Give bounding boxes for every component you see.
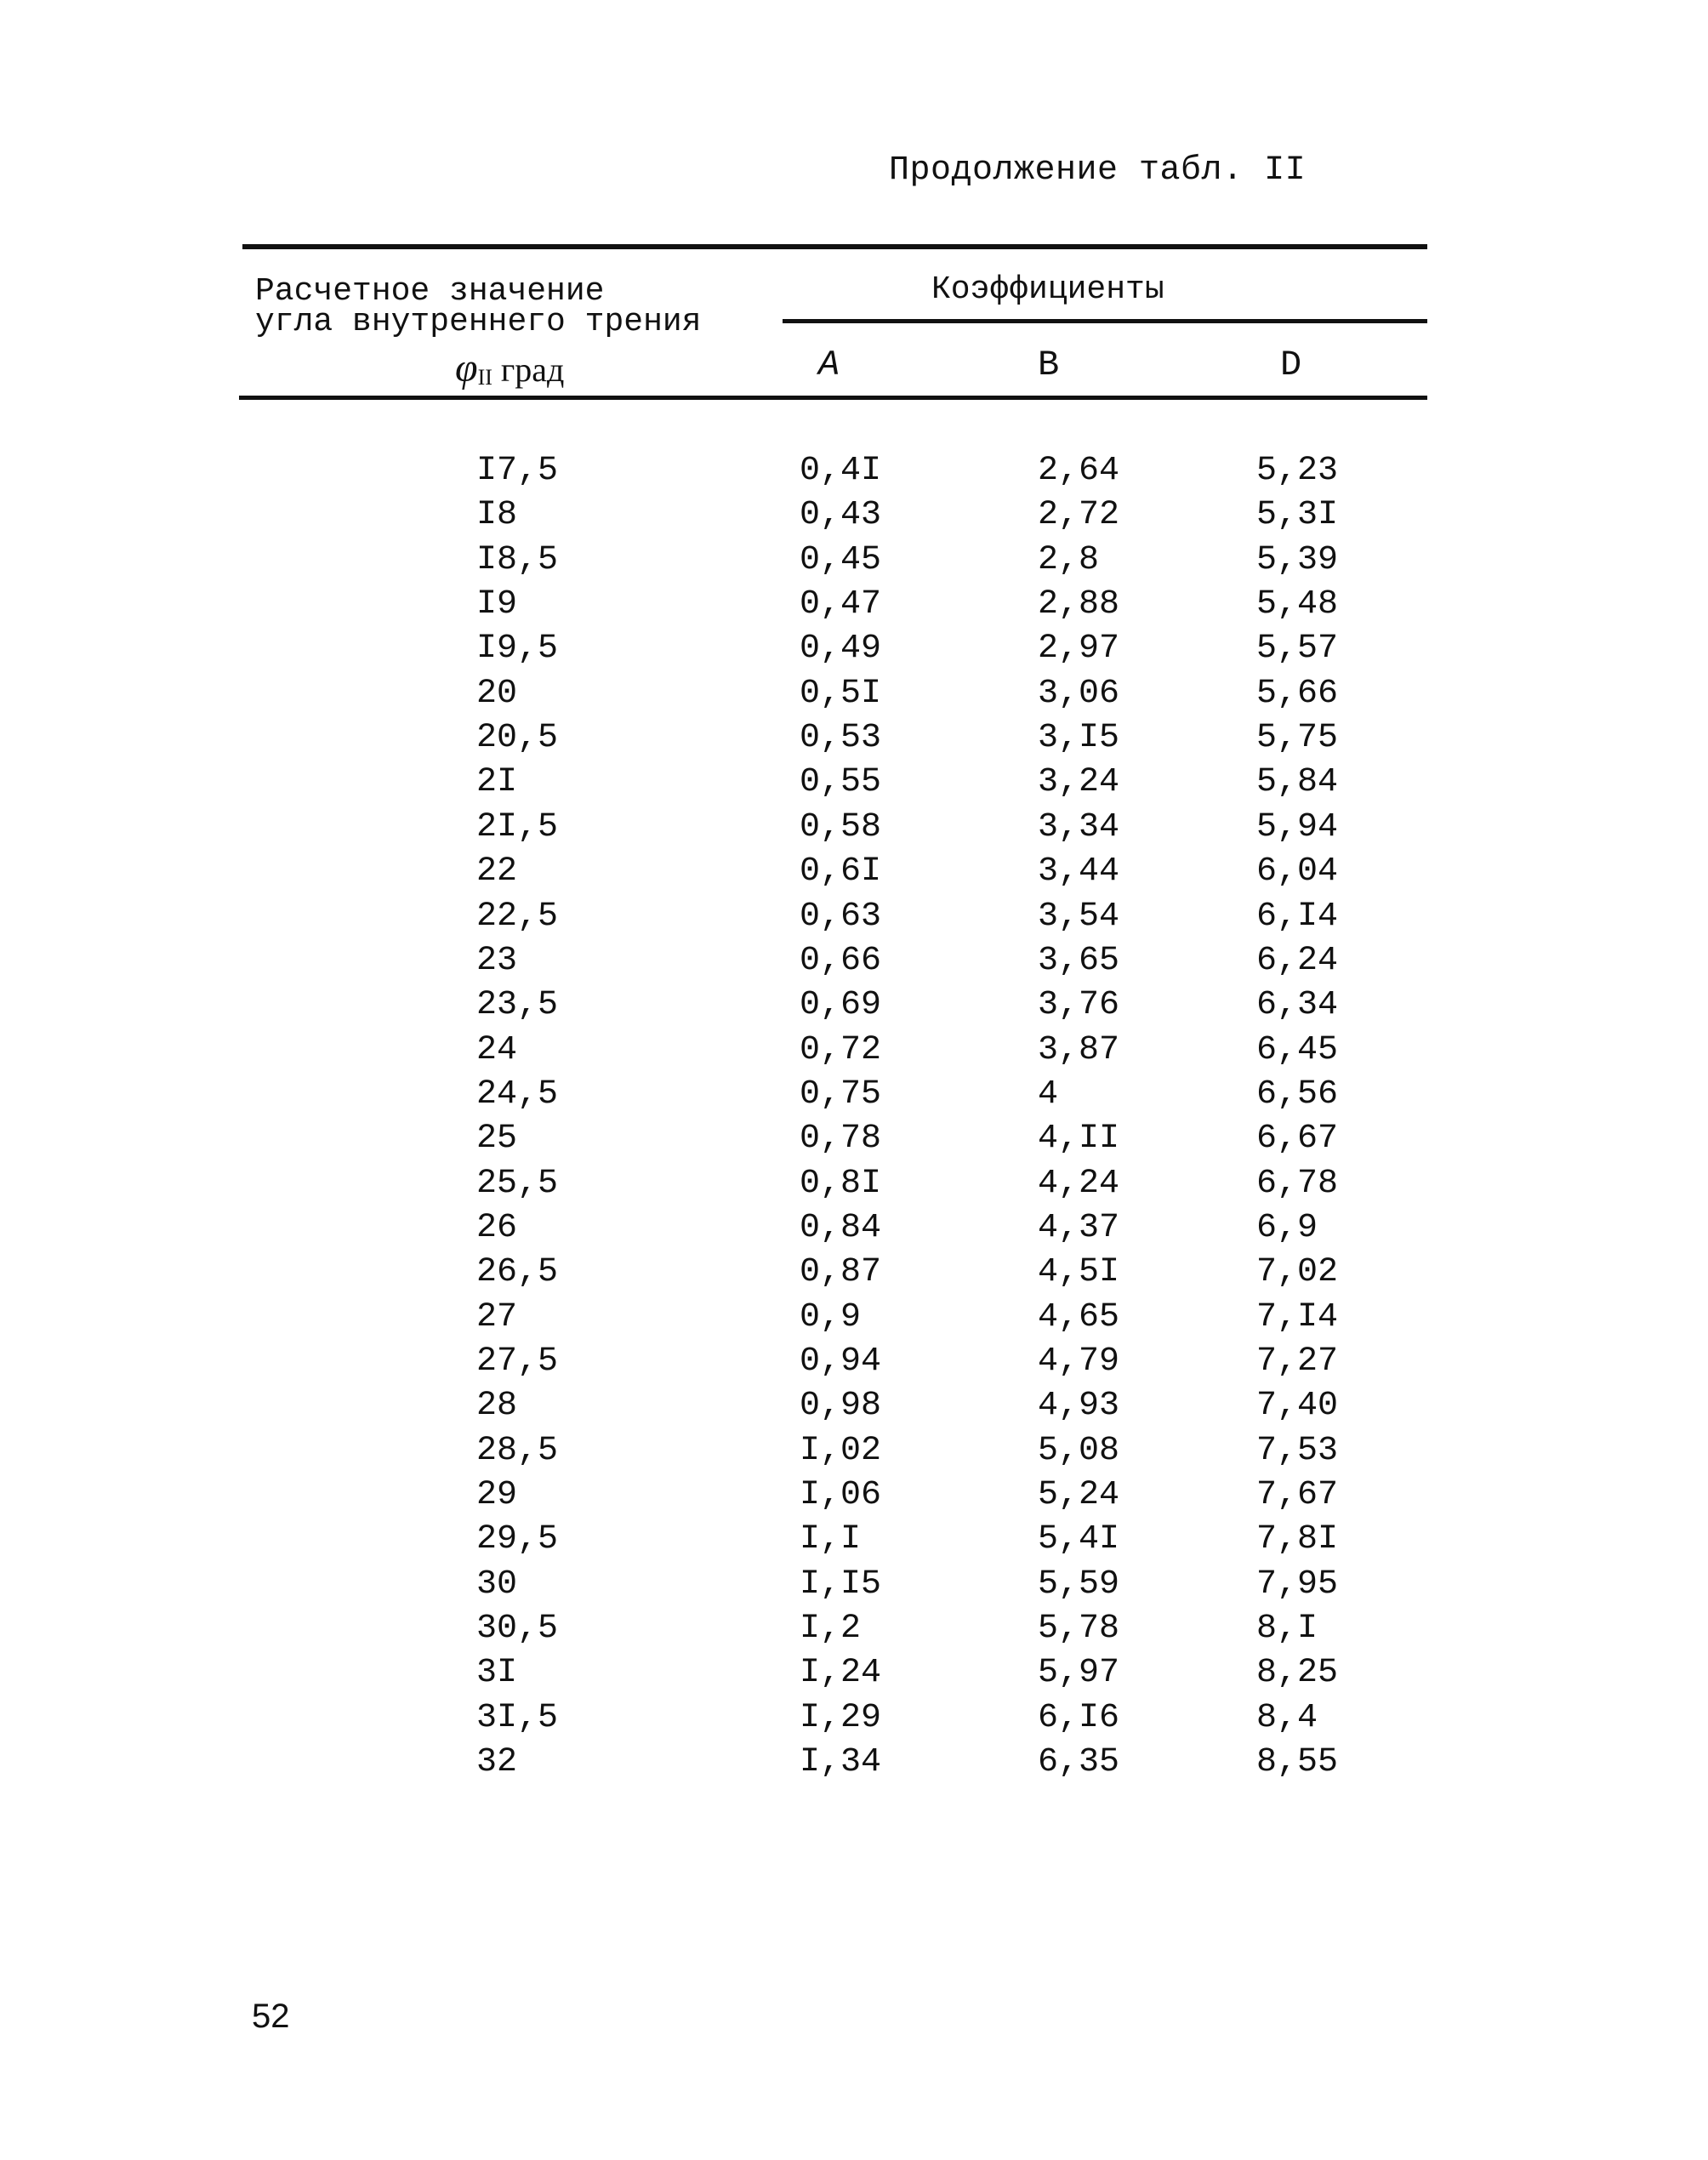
coef-a-cell: 0,75 [800, 1075, 882, 1114]
angle-cell: I9 [476, 585, 518, 624]
angle-cell: 3I [476, 1654, 518, 1692]
angle-cell: I8 [476, 496, 518, 534]
angle-cell: 23,5 [476, 986, 559, 1024]
coef-b-cell: 2,88 [1038, 585, 1120, 624]
angle-cell: I8,5 [476, 541, 559, 579]
coef-d-cell: 6,56 [1256, 1075, 1339, 1114]
table-continuation-title: Продолжение табл. II [889, 151, 1307, 190]
coef-b-cell: 6,35 [1038, 1743, 1120, 1781]
angle-cell: 27,5 [476, 1342, 559, 1381]
coef-a-cell: 0,53 [800, 719, 882, 757]
coef-b-cell: 2,8 [1038, 541, 1100, 579]
coef-b-cell: 3,34 [1038, 808, 1120, 846]
coef-d-cell: 5,84 [1256, 763, 1339, 801]
angle-cell: 20 [476, 675, 518, 713]
coef-d-cell: 8,I [1256, 1610, 1318, 1648]
coef-b-cell: 4,65 [1038, 1298, 1120, 1336]
coef-a-cell: 0,43 [800, 496, 882, 534]
coef-a-cell: 0,5I [800, 675, 882, 713]
coef-a-cell: I,I [800, 1520, 862, 1559]
table-top-rule [242, 244, 1427, 249]
coef-b-cell: 3,65 [1038, 942, 1120, 980]
coef-d-cell: 8,25 [1256, 1654, 1339, 1692]
coef-d-cell: 5,94 [1256, 808, 1339, 846]
coef-b-cell: 3,06 [1038, 675, 1120, 713]
coef-b-cell: 4,79 [1038, 1342, 1120, 1381]
coef-d-cell: 6,9 [1256, 1209, 1318, 1247]
header-bottom-rule [239, 396, 1427, 400]
angle-cell: 2I [476, 763, 518, 801]
coef-b-cell: 2,97 [1038, 630, 1120, 668]
coef-d-cell: 6,04 [1256, 852, 1339, 891]
angle-cell: 2I,5 [476, 808, 559, 846]
coef-b-cell: 6,I6 [1038, 1699, 1120, 1737]
coef-d-cell: 6,78 [1256, 1165, 1339, 1203]
param-header-line-2: угла внутреннего трения [255, 304, 702, 340]
coef-d-cell: 6,34 [1256, 986, 1339, 1024]
coef-b-cell: 3,I5 [1038, 719, 1120, 757]
param-header-line-1: Расчетное значение [255, 273, 605, 310]
angle-cell: 26 [476, 1209, 518, 1247]
coef-a-cell: 0,9 [800, 1298, 862, 1336]
coef-b-cell: 2,72 [1038, 496, 1120, 534]
coef-a-cell: I,24 [800, 1654, 882, 1692]
param-header-symbol-line [455, 345, 564, 391]
angle-cell: 25 [476, 1120, 518, 1158]
coef-a-cell: 0,58 [800, 808, 882, 846]
coef-a-cell: I,29 [800, 1699, 882, 1737]
coef-d-cell: 7,27 [1256, 1342, 1339, 1381]
coef-a-cell: 0,94 [800, 1342, 882, 1381]
coef-a-cell: 0,63 [800, 898, 882, 936]
coef-a-cell: I,06 [800, 1476, 882, 1514]
coef-a-cell: I,2 [800, 1610, 862, 1648]
coef-b-cell: 2,64 [1038, 452, 1120, 490]
coef-d-cell: 6,67 [1256, 1120, 1339, 1158]
coef-b-cell: 4,II [1038, 1120, 1120, 1158]
coef-a-cell: 0,45 [800, 541, 882, 579]
coef-b-cell: 5,4I [1038, 1520, 1120, 1559]
coef-a-cell: I,I5 [800, 1565, 882, 1604]
angle-cell: 28,5 [476, 1432, 559, 1470]
angle-cell: I7,5 [476, 452, 559, 490]
coef-d-cell: 6,24 [1256, 942, 1339, 980]
coef-b-cell: 4 [1038, 1075, 1059, 1114]
coef-a-cell: 0,49 [800, 630, 882, 668]
angle-cell: 22,5 [476, 898, 559, 936]
coef-b-cell: 5,59 [1038, 1565, 1120, 1604]
coef-a-cell: 0,55 [800, 763, 882, 801]
angle-cell: 22 [476, 852, 518, 891]
coef-a-cell: 0,8I [800, 1165, 882, 1203]
angle-cell: 24 [476, 1031, 518, 1069]
coef-d-cell: 8,55 [1256, 1743, 1339, 1781]
angle-cell: 20,5 [476, 719, 559, 757]
coef-b-cell: 3,76 [1038, 986, 1120, 1024]
coef-b-cell: 5,97 [1038, 1654, 1120, 1692]
coef-d-cell: 6,45 [1256, 1031, 1339, 1069]
coef-a-cell: I,34 [800, 1743, 882, 1781]
coef-d-cell: 5,57 [1256, 630, 1339, 668]
angle-cell: 25,5 [476, 1165, 559, 1203]
phi-symbol: φ [455, 345, 478, 390]
coef-d-cell: 5,48 [1256, 585, 1339, 624]
coef-b-cell: 4,5I [1038, 1253, 1120, 1291]
coef-d-cell: 5,39 [1256, 541, 1339, 579]
coef-d-cell: 7,8I [1256, 1520, 1339, 1559]
coef-b-cell: 5,08 [1038, 1432, 1120, 1470]
coef-a-cell: 0,47 [800, 585, 882, 624]
coef-d-cell: 5,66 [1256, 675, 1339, 713]
coef-d-cell: 8,4 [1256, 1699, 1318, 1737]
column-header-b: B [1038, 345, 1060, 385]
coef-b-cell: 3,24 [1038, 763, 1120, 801]
coef-d-cell: 7,02 [1256, 1253, 1339, 1291]
coef-d-cell: 5,3I [1256, 496, 1339, 534]
coefficients-sub-rule [783, 319, 1427, 323]
coef-b-cell: 3,87 [1038, 1031, 1120, 1069]
angle-cell: 30 [476, 1565, 518, 1604]
angle-cell: 3I,5 [476, 1699, 559, 1737]
angle-cell: 27 [476, 1298, 518, 1336]
phi-subscript: II [477, 365, 492, 390]
coef-b-cell: 4,24 [1038, 1165, 1120, 1203]
coef-a-cell: 0,6I [800, 852, 882, 891]
angle-cell: 26,5 [476, 1253, 559, 1291]
coef-a-cell: 0,4I [800, 452, 882, 490]
coef-d-cell: 7,I4 [1256, 1298, 1339, 1336]
coef-a-cell: 0,78 [800, 1120, 882, 1158]
column-header-d: D [1280, 345, 1302, 385]
coef-b-cell: 5,24 [1038, 1476, 1120, 1514]
coef-b-cell: 3,54 [1038, 898, 1120, 936]
coef-d-cell: 7,40 [1256, 1387, 1339, 1425]
coef-b-cell: 4,37 [1038, 1209, 1120, 1247]
coef-d-cell: 7,95 [1256, 1565, 1339, 1604]
coef-d-cell: 6,I4 [1256, 898, 1339, 936]
angle-cell: I9,5 [476, 630, 559, 668]
coef-d-cell: 5,23 [1256, 452, 1339, 490]
coef-a-cell: 0,87 [800, 1253, 882, 1291]
angle-cell: 29 [476, 1476, 518, 1514]
param-unit: град [500, 351, 565, 389]
coefficients-group-header: Коэффициенты [931, 271, 1164, 308]
angle-cell: 24,5 [476, 1075, 559, 1114]
coef-a-cell: I,02 [800, 1432, 882, 1470]
angle-cell: 30,5 [476, 1610, 559, 1648]
coef-b-cell: 4,93 [1038, 1387, 1120, 1425]
coef-a-cell: 0,98 [800, 1387, 882, 1425]
coef-a-cell: 0,66 [800, 942, 882, 980]
coef-b-cell: 3,44 [1038, 852, 1120, 891]
angle-cell: 28 [476, 1387, 518, 1425]
coef-d-cell: 7,67 [1256, 1476, 1339, 1514]
angle-cell: 32 [476, 1743, 518, 1781]
coef-a-cell: 0,84 [800, 1209, 882, 1247]
coef-d-cell: 5,75 [1256, 719, 1339, 757]
coef-b-cell: 5,78 [1038, 1610, 1120, 1648]
coef-a-cell: 0,69 [800, 986, 882, 1024]
coef-a-cell: 0,72 [800, 1031, 882, 1069]
coef-d-cell: 7,53 [1256, 1432, 1339, 1470]
column-header-a: A [818, 345, 840, 385]
angle-cell: 29,5 [476, 1520, 559, 1559]
page-number: 52 [252, 1998, 290, 2035]
angle-cell: 23 [476, 942, 518, 980]
